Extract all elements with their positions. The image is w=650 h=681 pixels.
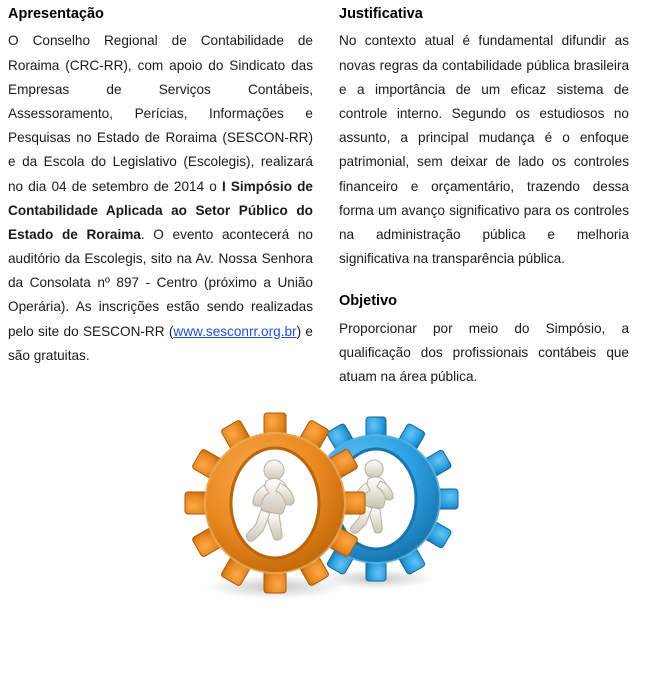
left-column bbox=[8, 6, 313, 368]
apresentacao-heading: Apresentação bbox=[8, 6, 104, 22]
two-column-layout bbox=[8, 6, 642, 389]
apresentacao-paragraph bbox=[8, 29, 313, 368]
gears-illustration bbox=[8, 403, 642, 603]
gears-figure-svg bbox=[180, 403, 470, 603]
apresentacao-text-part3: ) e são gratuitas. bbox=[8, 323, 313, 363]
event-title-bold: I Simpósio de Contabilidade Aplicada ao Setor Público do Estado de Roraima bbox=[8, 178, 313, 242]
justificativa-heading: Justificativa bbox=[339, 6, 423, 22]
sesconrr-link[interactable]: www.sesconrr.org.br bbox=[173, 323, 297, 339]
apresentacao-text-part1: O Conselho Regional de Contabilidade de Roraima (CRC-RR), com apoio do Sindicato das Empresas de Serviços Contábeis, Assessoramento, Perícias, Informações e Pesquisas no Estado de Roraima (SESCON-RR) e da Escola do Legislativo (Escolegis), realizará no dia 04 de setembro de 2014 o bbox=[8, 33, 313, 194]
objetivo-heading: Objetivo bbox=[339, 293, 398, 310]
right-column bbox=[339, 6, 629, 389]
objetivo-paragraph: Proporcionar por meio do Simpósio, a qualificação dos profissionais contábeis que atuam na área pública. bbox=[339, 320, 629, 385]
apresentacao-text-part2: . O evento acontecerá no auditório da Escolegis, sito na Av. Nossa Senhora da Consolata nº 897 - Centro (próximo a União Operária). As inscrições estão sendo realizadas pelo site do SESCON-RR ( bbox=[8, 226, 313, 339]
justificativa-paragraph: No contexto atual é fundamental difundir as novas regras da contabilidade pública brasileira e a importância de um eficaz sistema de controle interno. Segundo os estudiosos no assunto, a principal mudança é o enfoque patrimonial, sem deixar de lado os controles financeiro e orçamentário, trazendo dessa forma um avanço significativo para os controles na administração pública e melhoria significativa na transparência pública. bbox=[339, 33, 629, 267]
